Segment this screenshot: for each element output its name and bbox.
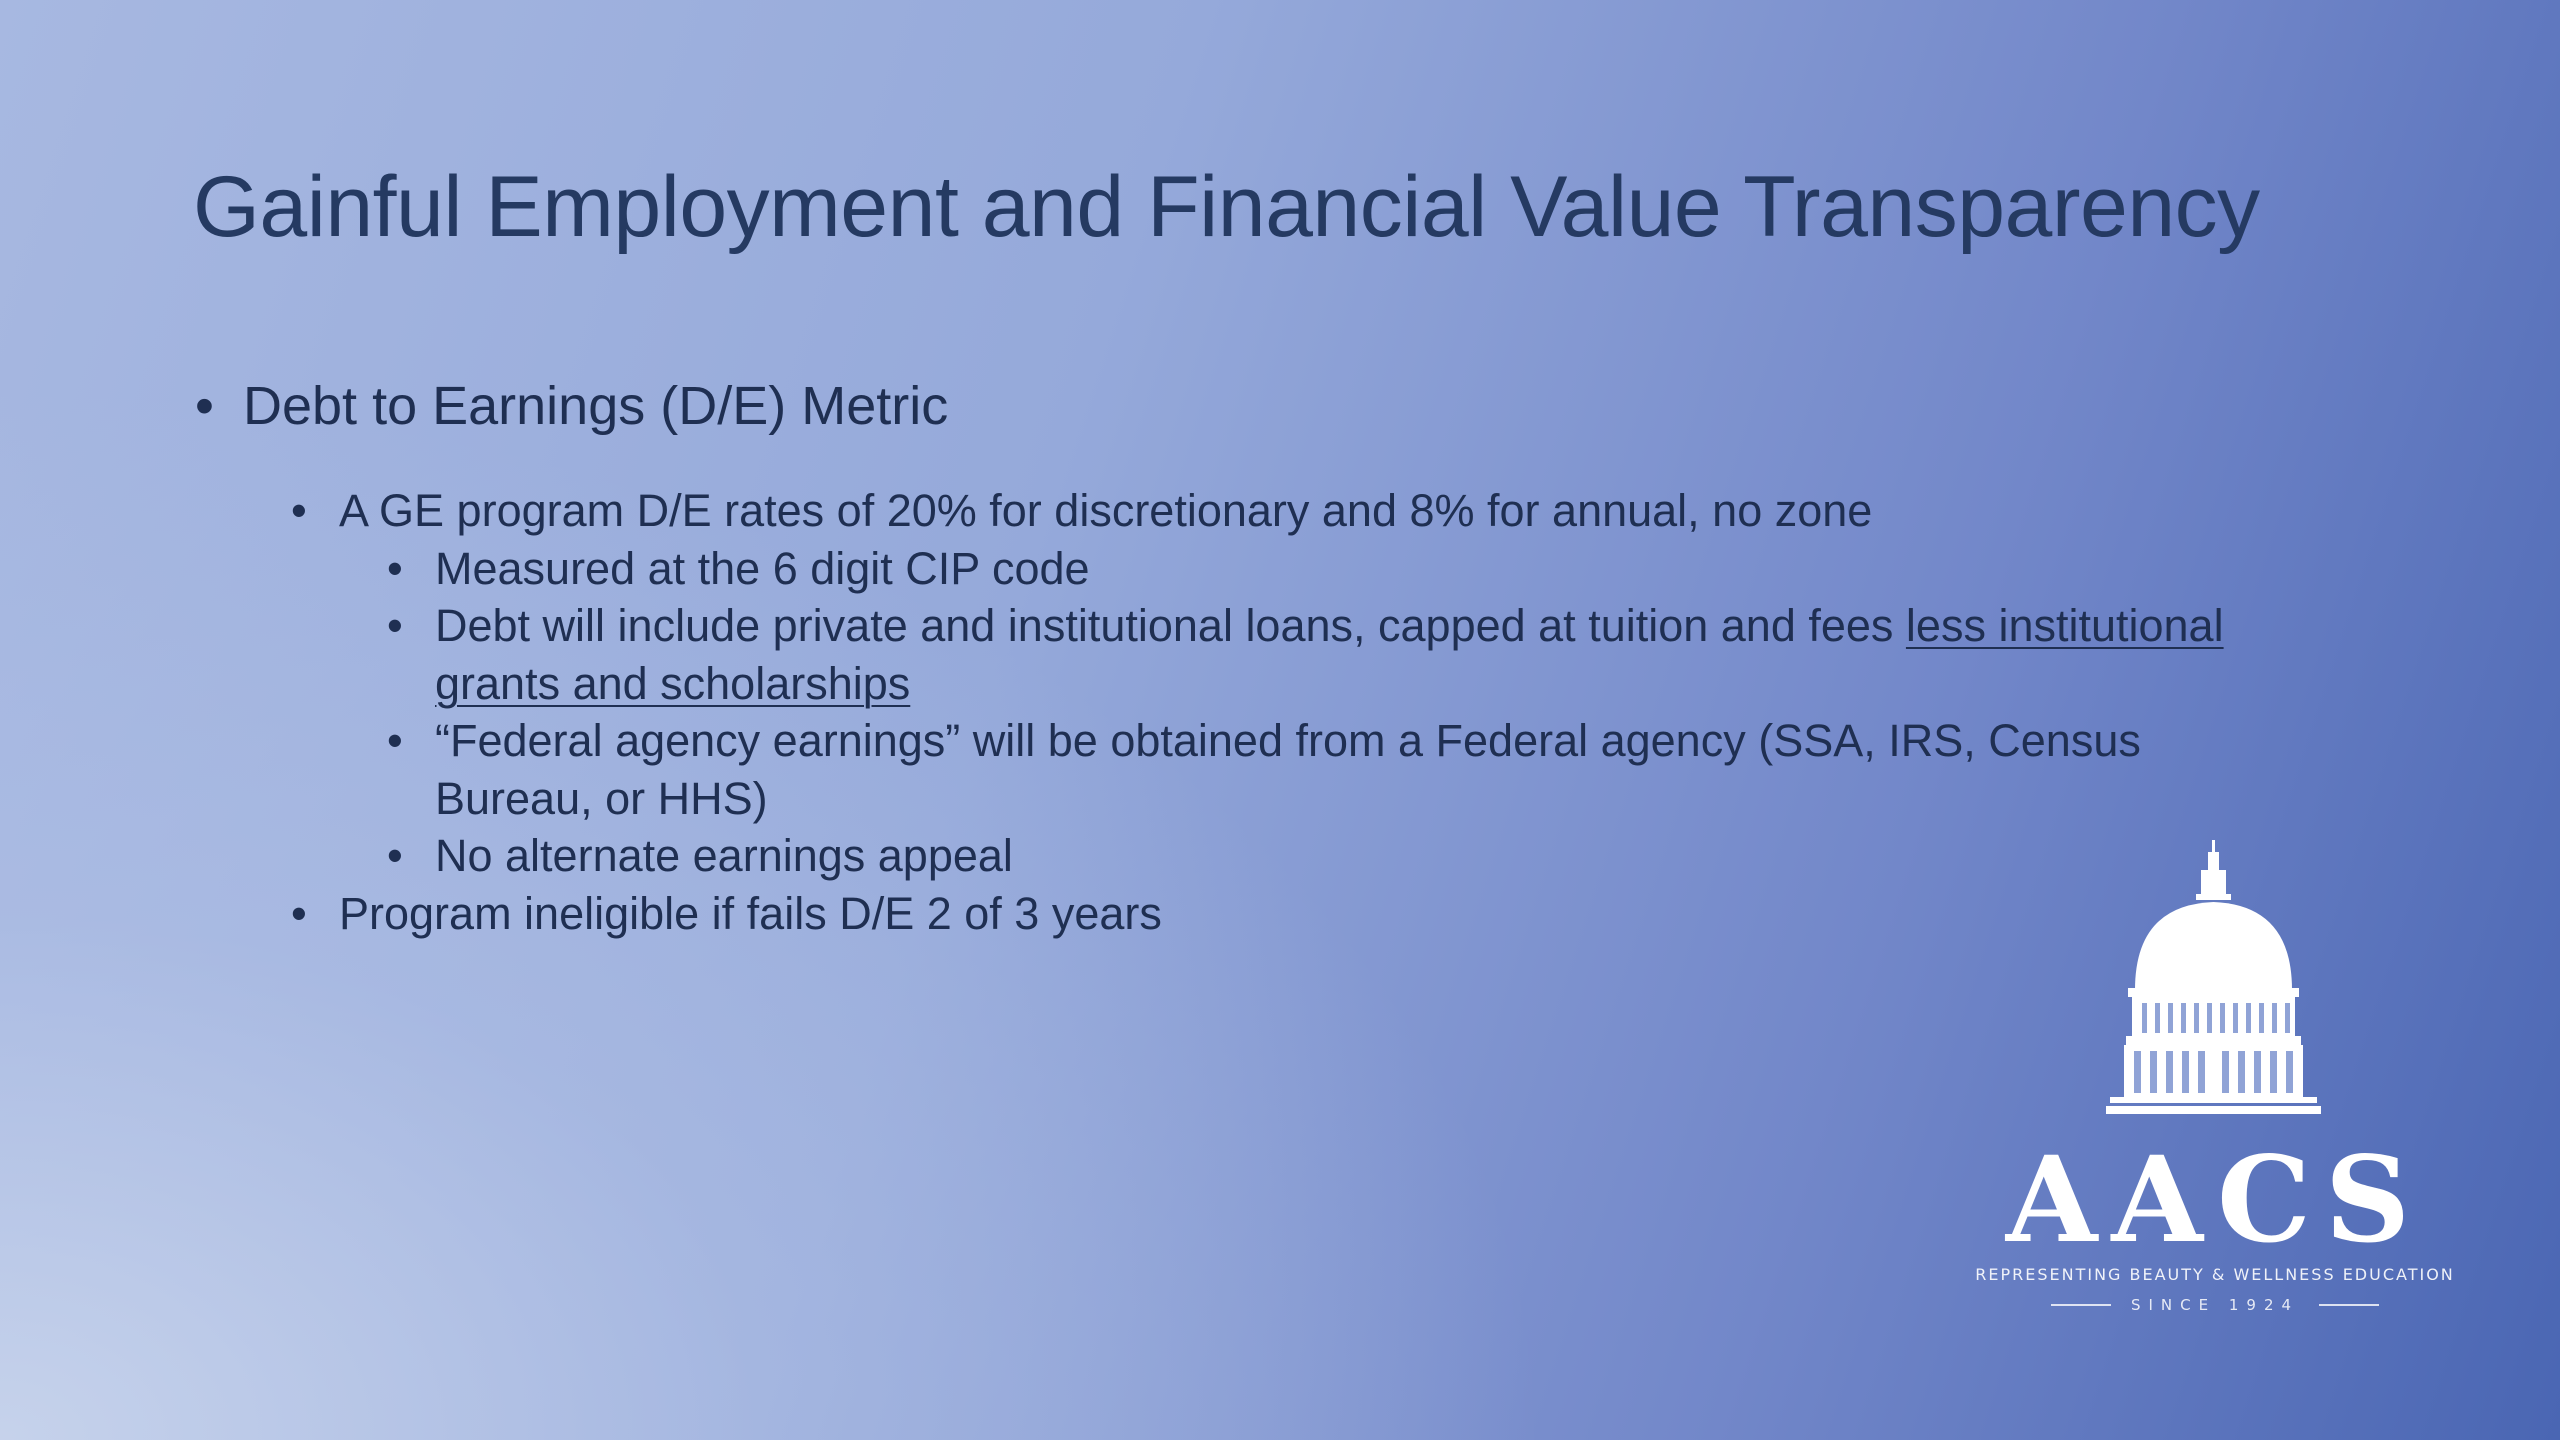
- bullet-marker: •: [291, 887, 307, 939]
- bullet-text: Measured at the 6 digit CIP code: [435, 542, 1090, 594]
- bullet-text: No alternate earnings appeal: [435, 830, 1013, 881]
- bullet-text: “Federal agency earnings” will be obtained from a Federal agency (SSA, IRS, Census Bureau, or HHS): [435, 715, 2141, 824]
- bullet-marker: •: [387, 600, 403, 651]
- bullet-level2: [193, 482, 2243, 540]
- logo-since: [1930, 1296, 2500, 1314]
- bullet-level3: [193, 540, 2243, 598]
- bullet-marker: •: [387, 542, 403, 594]
- slide-title: Gainful Employment and Financial Value Transparency: [193, 159, 2260, 255]
- bullet-level3: [193, 597, 2243, 712]
- divider: [2319, 1304, 2379, 1306]
- bullet-level3: [193, 712, 2243, 827]
- logo-wordmark: AACS: [2005, 1130, 2425, 1269]
- bullet-marker: •: [195, 376, 214, 436]
- divider: [2051, 1304, 2111, 1306]
- bullet-marker: •: [291, 485, 307, 536]
- logo-tagline: REPRESENTING BEAUTY & WELLNESS EDUCATION: [1975, 1265, 2455, 1284]
- section-label: Debt to Earnings (D/E) Metric: [243, 376, 949, 436]
- aacs-logo: [1930, 840, 2500, 1330]
- capitol-dome-icon: [1930, 840, 2500, 1140]
- underlined-text: less institutional grants and scholarships: [435, 600, 2224, 709]
- bullet-marker: •: [387, 830, 403, 881]
- logo-since-text: SINCE 1924: [2130, 1296, 2300, 1314]
- bullet-text: A GE program D/E rates of 20% for discretionary and 8% for annual, no zone: [339, 485, 1873, 536]
- bullet-text: Debt will include private and institutional loans, capped at tuition and fees: [435, 600, 1906, 651]
- bullet-text: Program ineligible if fails D/E 2 of 3 years: [339, 887, 1162, 939]
- bullet-level1: [193, 370, 2243, 442]
- bullet-marker: •: [387, 715, 403, 766]
